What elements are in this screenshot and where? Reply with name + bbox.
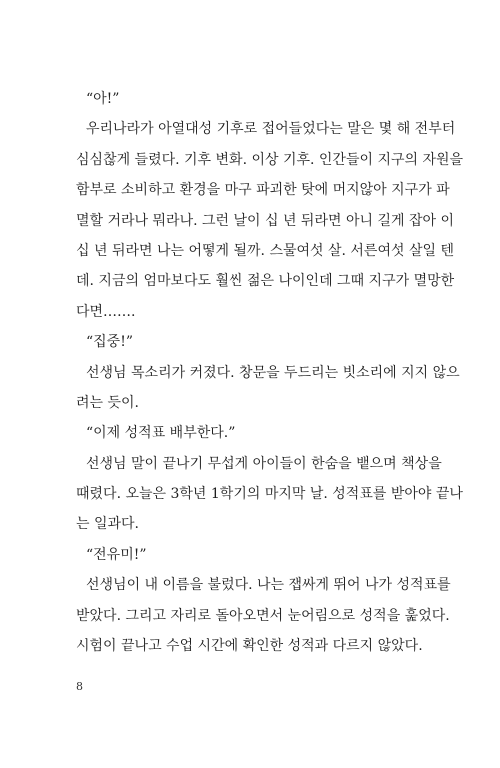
text-line: 함부로 소비하고 환경을 마구 파괴한 탓에 머지않아 지구가 파 (76, 182, 450, 199)
text-line: 선생님 목소리가 커졌다. 창문을 두드리는 빗소리에 지지 않으 (86, 364, 460, 381)
text-line: 시험이 끝나고 수업 시간에 확인한 성적과 다르지 않았다. (76, 638, 423, 655)
text-line: 심심찮게 들렸다. 기후 변화. 이상 기후. 인간들이 지구의 자원을 (76, 151, 464, 168)
text-line: “집중!” (86, 334, 133, 351)
text-line: “아!” (86, 91, 120, 107)
text-line: 려는 듯이. (76, 394, 139, 411)
text-line: 데. 지금의 엄마보다도 훨씬 젊은 나이인데 그때 지구가 멸망한 (76, 273, 455, 290)
text-line: 때렸다. 오늘은 3학년 1학기의 마지막 날. 성적표를 받아야 끝나 (76, 486, 463, 503)
text-line: 우리나라가 아열대성 기후로 접어들었다는 말은 몇 해 전부터 (86, 121, 456, 138)
body-text (76, 84, 464, 661)
text-line: 선생님 말이 끝나기 무섭게 아이들이 한숨을 뱉으며 책상을 (86, 455, 442, 472)
text-line: 십 년 뒤라면 나는 어떻게 될까. 스물여섯 살. 서른여섯 살일 텐 (76, 242, 454, 259)
text-line: “전유미!” (86, 546, 147, 563)
text-line: 받았다. 그리고 자리로 돌아오면서 눈어림으로 성적을 훑었다. (76, 607, 450, 624)
text-line: 는 일과다. (76, 516, 139, 533)
page-number: 8 (76, 680, 83, 693)
text-line: 다면……. (76, 303, 136, 320)
text-line: “이제 성적표 배부한다.” (86, 425, 236, 442)
text-line: 멸할 거라나 뭐라나. 그런 날이 십 년 뒤라면 아니 길게 잡아 이 (76, 212, 454, 229)
text-line: 선생님이 내 이름을 불렀다. 나는 잽싸게 뛰어 나가 성적표를 (86, 577, 451, 594)
